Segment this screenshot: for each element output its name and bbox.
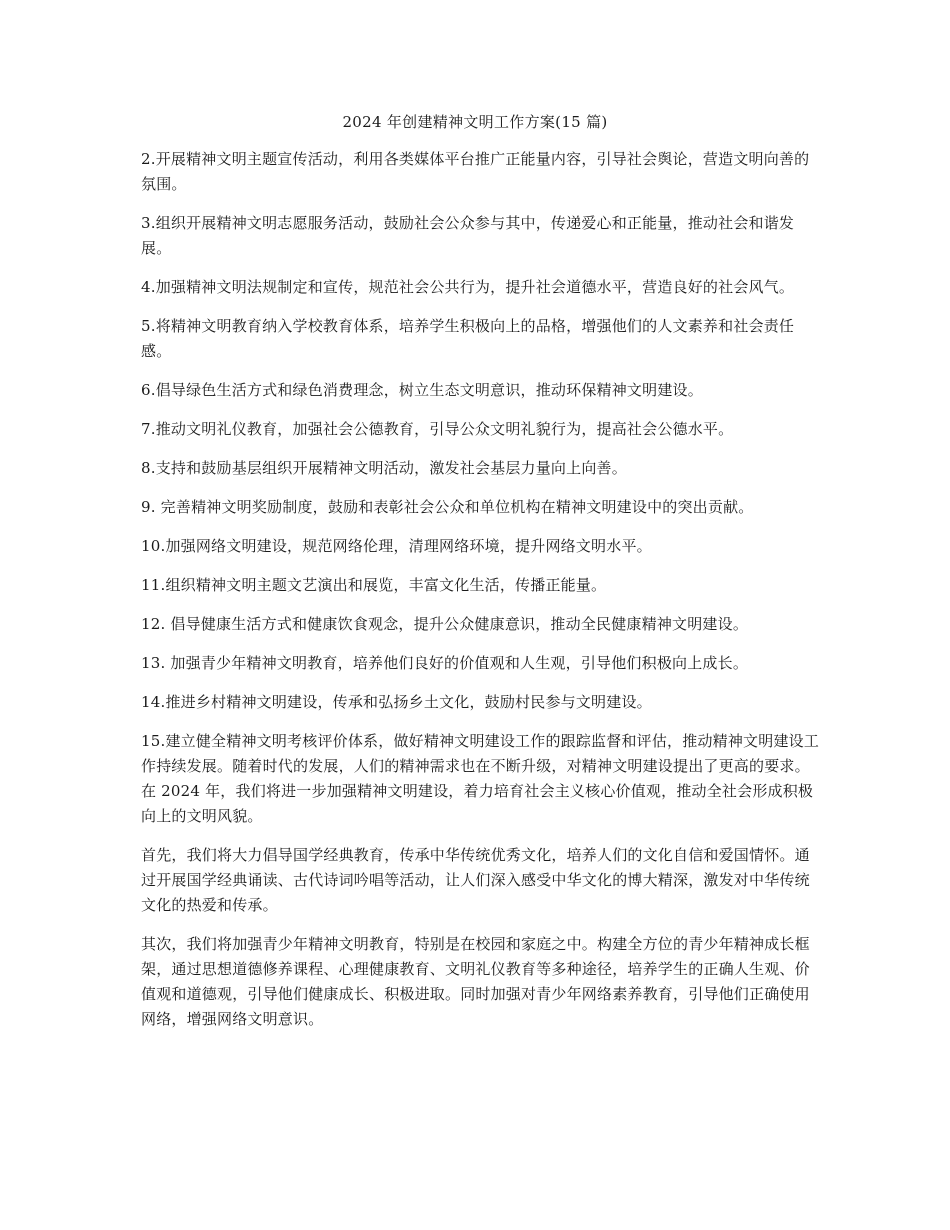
paragraph-item-11: 11.组织精神文明主题文艺演出和展览，丰富文化生活，传播正能量。 <box>141 576 607 594</box>
paragraph-item-13: 13. 加强青少年精神文明教育，培养他们良好的价值观和人生观，引导他们积极向上成长。 <box>141 654 749 672</box>
paragraph-item-4: 4.加强精神文明法规制定和宣传，规范社会公共行为，提升社会道德水平，营造良好的社会风气。 <box>141 278 795 296</box>
paragraph-item-8: 8.支持和鼓励基层组织开展精神文明活动，激发社会基层力量向上向善。 <box>141 459 627 477</box>
paragraph-item-7: 7.推动文明礼仪教育，加强社会公德教育，引导公众文明礼貌行为，提高社会公德水平。 <box>141 420 734 438</box>
document-body <box>141 147 824 1046</box>
paragraph-first: 首先，我们将大力倡导国学经典教育，传承中华传统优秀文化，培养人们的文化自信和爱国情怀。通过开展国学经典诵读、古代诗词吟唱等活动，让人们深入感受中华文化的博大精深，激发对中华传统文化的热爱和传承。 <box>141 846 810 914</box>
paragraph-item-6: 6.倡导绿色生活方式和绿色消费理念，树立生态文明意识，推动环保精神文明建设。 <box>141 381 703 399</box>
paragraph-item-9: 9. 完善精神文明奖励制度，鼓励和表彰社会公众和单位机构在精神文明建设中的突出贡献。 <box>141 498 754 516</box>
paragraph-second: 其次，我们将加强青少年精神文明教育，特别是在校园和家庭之中。构建全方位的青少年精神成长框架，通过思想道德修养课程、心理健康教育、文明礼仪教育等多种途径，培养学生的正确人生观、价值观和道德观，引导他们健康成长、积极进取。同时加强对青少年网络素养教育，引导他们正确使用网络，增强网络文明意识。 <box>141 935 810 1028</box>
document-title: 2024 年创建精神文明工作方案(15 篇) <box>342 113 608 131</box>
paragraph-item-2: 2.开展精神文明主题宣传活动，利用各类媒体平台推广正能量内容，引导社会舆论，营造文明向善的氛围。 <box>141 150 810 193</box>
paragraph-item-5: 5.将精神文明教育纳入学校教育体系，培养学生积极向上的品格，增强他们的人文素养和社会责任感。 <box>141 317 795 360</box>
paragraph-item-10: 10.加强网络文明建设，规范网络伦理，清理网络环境，提升网络文明水平。 <box>141 537 652 555</box>
paragraph-item-3: 3.组织开展精神文明志愿服务活动，鼓励社会公众参与其中，传递爱心和正能量，推动社会和谐发展。 <box>141 214 795 257</box>
paragraph-item-15: 15.建立健全精神文明考核评价体系，做好精神文明建设工作的跟踪监督和评估，推动精神文明建设工作持续发展。随着时代的发展，人们的精神需求也在不断升级，对精神文明建设提出了更高的要求。在 2024 年，我们将进一步加强精神文明建设，着力培育社会主义核心价值观，推动全社会形成积极向上的文明风貌。 <box>141 732 820 825</box>
paragraph-item-14: 14.推进乡村精神文明建设，传承和弘扬乡土文化，鼓励村民参与文明建设。 <box>141 693 652 711</box>
paragraph-item-12: 12. 倡导健康生活方式和健康饮食观念，提升公众健康意识，推动全民健康精神文明建设。 <box>141 615 749 633</box>
